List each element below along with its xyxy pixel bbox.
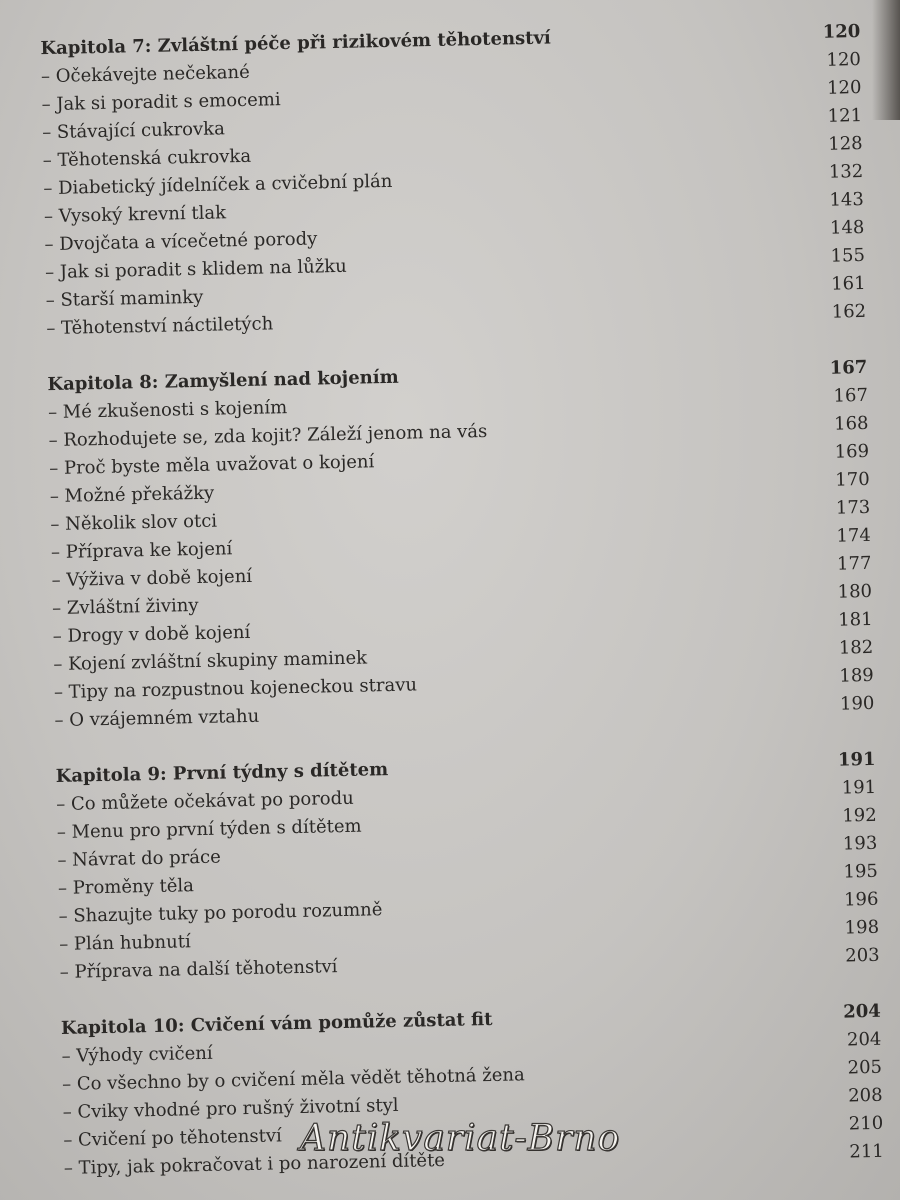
entry-page-number: 208 [847,1084,883,1107]
entry-label: – Zvláštní živiny [51,594,199,620]
entry-page-number: 173 [835,496,871,519]
entry-label: – Možné překážky [49,482,215,508]
entry-label: – Mé zkušenosti s kojením [47,397,288,424]
entry-label: – Jak si poradit s emocemi [41,89,281,116]
entry-label: – Výhody cvičení [61,1042,213,1067]
entry-page-number: 189 [839,664,874,687]
chapter-7 [40,18,866,343]
entry-label: – Jak si poradit s klidem na lůžku [44,255,347,284]
entry-page-number: 196 [843,888,879,911]
entry-page-number: 182 [838,636,874,659]
entry-page-number: 198 [844,916,880,939]
entry-page-number: 132 [828,160,864,183]
entry-label: – Menu pro první týden s dítětem [56,815,362,843]
entry-page-number: 210 [848,1112,884,1135]
entry-page-number: 211 [849,1140,884,1163]
entry-label: – Dvojčata a vícečetné porody [44,228,318,256]
chapter-page-number: 167 [829,356,868,379]
entry-page-number: 162 [831,300,867,323]
entry-page-number: 177 [836,552,872,575]
entry-label: – Několik slov otci [50,510,218,536]
chapter-title: Kapitola 7: Zvláštní péče při rizikovém těhotenství [40,27,552,60]
entry-page-number: 190 [839,692,875,715]
entry-label: – Výživa v době kojení [51,565,253,592]
entry-label: – Cvičení po těhotenství [63,1125,283,1151]
chapter-title: Kapitola 8: Zamyšlení nad kojením [47,366,399,396]
entry-page-number: 120 [826,76,862,99]
entry-label: – Vysoký krevní tlak [43,202,227,228]
entry-page-number: 205 [847,1056,883,1079]
entry-label: – Příprava ke kojení [50,538,233,564]
entry-page-number: 143 [829,188,865,211]
chapter-page-number: 120 [822,20,861,43]
entry-label: – Co všechno by o cvičení měla vědět těhotná žena [61,1064,525,1095]
entry-label: – Rozhodujete se, zda kojit? Záleží jenom na vás [48,420,488,452]
entry-page-number: 148 [829,216,865,239]
entry-label: – Proměny těla [57,875,195,899]
entry-page-number: 128 [828,132,863,155]
table-of-contents [40,18,884,1200]
entry-label: – Drogy v době kojení [52,621,251,648]
chapter-page-number: 204 [843,1000,882,1023]
entry-label: – Těhotenská cukrovka [42,145,252,172]
chapter-8 [47,354,874,735]
entry-page-number: 180 [837,580,873,603]
entry-page-number: 170 [835,468,870,491]
chapter-title: Kapitola 10: Cvičení vám pomůže zůstat fit [60,1008,493,1039]
chapter-9 [55,746,880,987]
entry-page-number: 155 [830,244,866,267]
watermark: Antikvariat-Brno [300,1118,621,1159]
entry-page-number: 193 [842,832,878,855]
entry-page-number: 203 [845,944,880,967]
chapter-title: Kapitola 9: První týdny s dítětem [55,759,389,788]
entry-label: – Proč byste měla uvažovat o kojení [49,451,375,480]
entry-label: – Co můžete očekávat po porodu [56,787,354,816]
entry-page-number: 167 [833,384,869,407]
entry-label: – Kojení zvláštní skupiny maminek [53,647,368,676]
entry-page-number: 181 [838,608,873,631]
entry-label: – Tipy, jak pokračovat i po narození dítěte [63,1149,446,1179]
entry-page-number: 191 [841,776,877,799]
entry-label: – Diabetický jídelníček a cvičební plán [43,170,393,200]
entry-label: – Stávající cukrovka [42,118,226,144]
entry-label: – Příprava na další těhotenství [59,956,338,983]
entry-page-number: 120 [826,48,862,71]
entry-label: – Cviky vhodné pro rušný životní styl [62,1094,399,1123]
entry-label: – Tipy na rozpustnou kojeneckou stravu [53,674,418,704]
entry-label: – Očekávejte nečekané [40,61,250,88]
entry-label: – Těhotenství náctiletých [46,313,274,340]
entry-page-number: 121 [827,104,863,127]
entry-page-number: 168 [833,412,869,435]
entry-label: – Starší maminky [45,286,204,312]
entry-page-number: 169 [834,440,870,463]
entry-page-number: 195 [843,860,879,883]
entry-page-number: 174 [836,524,872,547]
entry-page-number: 161 [830,272,866,295]
entry-label: – Shazujte tuky po porodu rozumně [58,899,383,927]
chapter-page-number: 191 [837,748,876,771]
entry-page-number: 192 [842,804,877,827]
entry-label: – Plán hubnutí [59,931,191,955]
entry-page-number: 204 [846,1028,882,1051]
entry-label: – O vzájemném vztahu [54,705,260,732]
entry-label: – Návrat do práce [57,846,221,871]
page-edge-shadow [872,0,900,120]
